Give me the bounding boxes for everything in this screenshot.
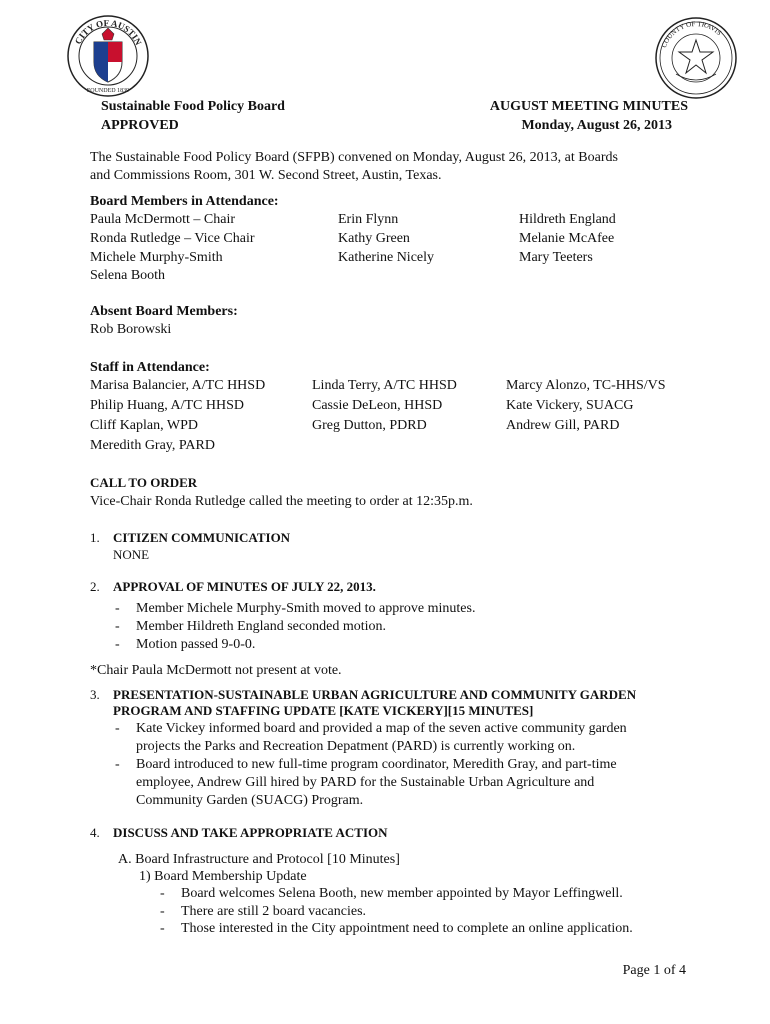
city-of-austin-seal [66,14,150,98]
member-name: Katherine Nicely [338,250,435,265]
item-title: APPROVAL OF MINUTES OF JULY 22, 2013. [113,579,376,594]
bullet-text: Motion passed 9-0-0. [136,637,256,652]
item-title: DISCUSS AND TAKE APPROPRIATE ACTION [113,825,388,840]
svg-text:COUNTY OF TRAVIS: COUNTY OF TRAVIS [659,19,724,49]
call-to-order-text: Vice-Chair Ronda Rutledge called the meeting to order at 12:35p.m. [90,494,473,509]
staff-name: Philip Huang, A/TC HHSD [90,398,245,413]
intro-line: and Commissions Room, 301 W. Second Street, Austin, Texas. [90,168,442,183]
page-number: Page 1 of 4 [622,963,686,978]
bullet-text: Board introduced to new full-time program coordinator, Meredith Gray, and part-time [136,757,617,772]
bullet-dash: - [160,921,165,936]
staff-name: Cassie DeLeon, HHSD [312,398,443,413]
doc-date: Monday, August 26, 2013 [521,118,672,133]
staff-name: Cliff Kaplan, WPD [90,418,198,433]
staff-name: Andrew Gill, PARD [506,418,620,433]
member-name: Ronda Rutledge – Vice Chair [90,231,255,246]
member-name: Selena Booth [90,268,166,283]
bullet-dash: - [115,601,120,616]
item-title: CITIZEN COMMUNICATION [113,530,291,545]
doc-title: AUGUST MEETING MINUTES [489,99,688,114]
approval-status: APPROVED [101,118,179,133]
bullet-dash: - [115,637,120,652]
bullet-text: Board welcomes Selena Booth, new member appointed by Mayor Leffingwell. [181,886,623,901]
bullet-text: employee, Andrew Gill hired by PARD for the Sustainable Urban Agriculture and [136,775,595,790]
member-name: Paula McDermott – Chair [90,212,236,227]
member-name: Erin Flynn [338,212,399,227]
vote-note: *Chair Paula McDermott not present at vote. [90,663,342,678]
item-number: 4. [90,825,100,840]
staff-name: Greg Dutton, PDRD [312,418,427,433]
bullet-dash: - [115,619,120,634]
absent-heading: Absent Board Members: [90,304,238,319]
absent-name: Rob Borowski [90,322,172,337]
member-name: Hildreth England [519,212,616,227]
item-number: 2. [90,579,100,594]
bullet-text: There are still 2 board vacancies. [181,904,367,919]
bullet-text: Member Hildreth England seconded motion. [136,619,386,634]
item-title: PRESENTATION-SUSTAINABLE URBAN AGRICULTURE AND COMMUNITY GARDEN [113,687,637,702]
bullet-text: Community Garden (SUACG) Program. [136,793,364,808]
staff-name: Marisa Balancier, A/TC HHSD [90,378,266,393]
bullet-dash: - [115,757,120,772]
subsection-title: 1) Board Membership Update [139,869,307,884]
bullet-text: Those interested in the City appointment need to complete an online application. [181,921,633,936]
svg-text:CITY OF AUSTIN: CITY OF AUSTIN [72,17,144,47]
attendance-heading: Board Members in Attendance: [90,194,279,209]
bullet-text: Kate Vickey informed board and provided a map of the seven active community garden [136,721,627,736]
travis-county-seal [654,16,738,100]
svg-text:FOUNDED 1839: FOUNDED 1839 [86,88,130,94]
call-to-order-heading: CALL TO ORDER [90,475,198,490]
board-name: Sustainable Food Policy Board [101,99,285,114]
item-text: NONE [113,547,150,562]
member-name: Michele Murphy-Smith [90,250,223,265]
staff-heading: Staff in Attendance: [90,360,210,375]
intro-line: The Sustainable Food Policy Board (SFPB) convened on Monday, August 26, 2013, at Boards [90,150,618,165]
subsection-title: A. Board Infrastructure and Protocol [10 Minutes] [118,852,400,867]
item-number: 1. [90,530,100,545]
bullet-text: projects the Parks and Recreation Depatment (PARD) is currently working on. [136,739,576,754]
member-name: Kathy Green [338,231,410,246]
bullet-dash: - [160,904,165,919]
bullet-text: Member Michele Murphy-Smith moved to approve minutes. [136,601,476,616]
bullet-dash: - [160,886,165,901]
staff-name: Marcy Alonzo, TC-HHS/VS [506,378,666,393]
staff-name: Kate Vickery, SUACG [506,398,634,413]
staff-name: Meredith Gray, PARD [90,438,215,453]
member-name: Mary Teeters [519,250,593,265]
member-name: Melanie McAfee [519,231,615,246]
bullet-dash: - [115,721,120,736]
staff-name: Linda Terry, A/TC HHSD [312,378,457,393]
item-number: 3. [90,687,100,702]
item-title: PROGRAM AND STAFFING UPDATE [KATE VICKERY][15 MINUTES] [113,703,534,718]
